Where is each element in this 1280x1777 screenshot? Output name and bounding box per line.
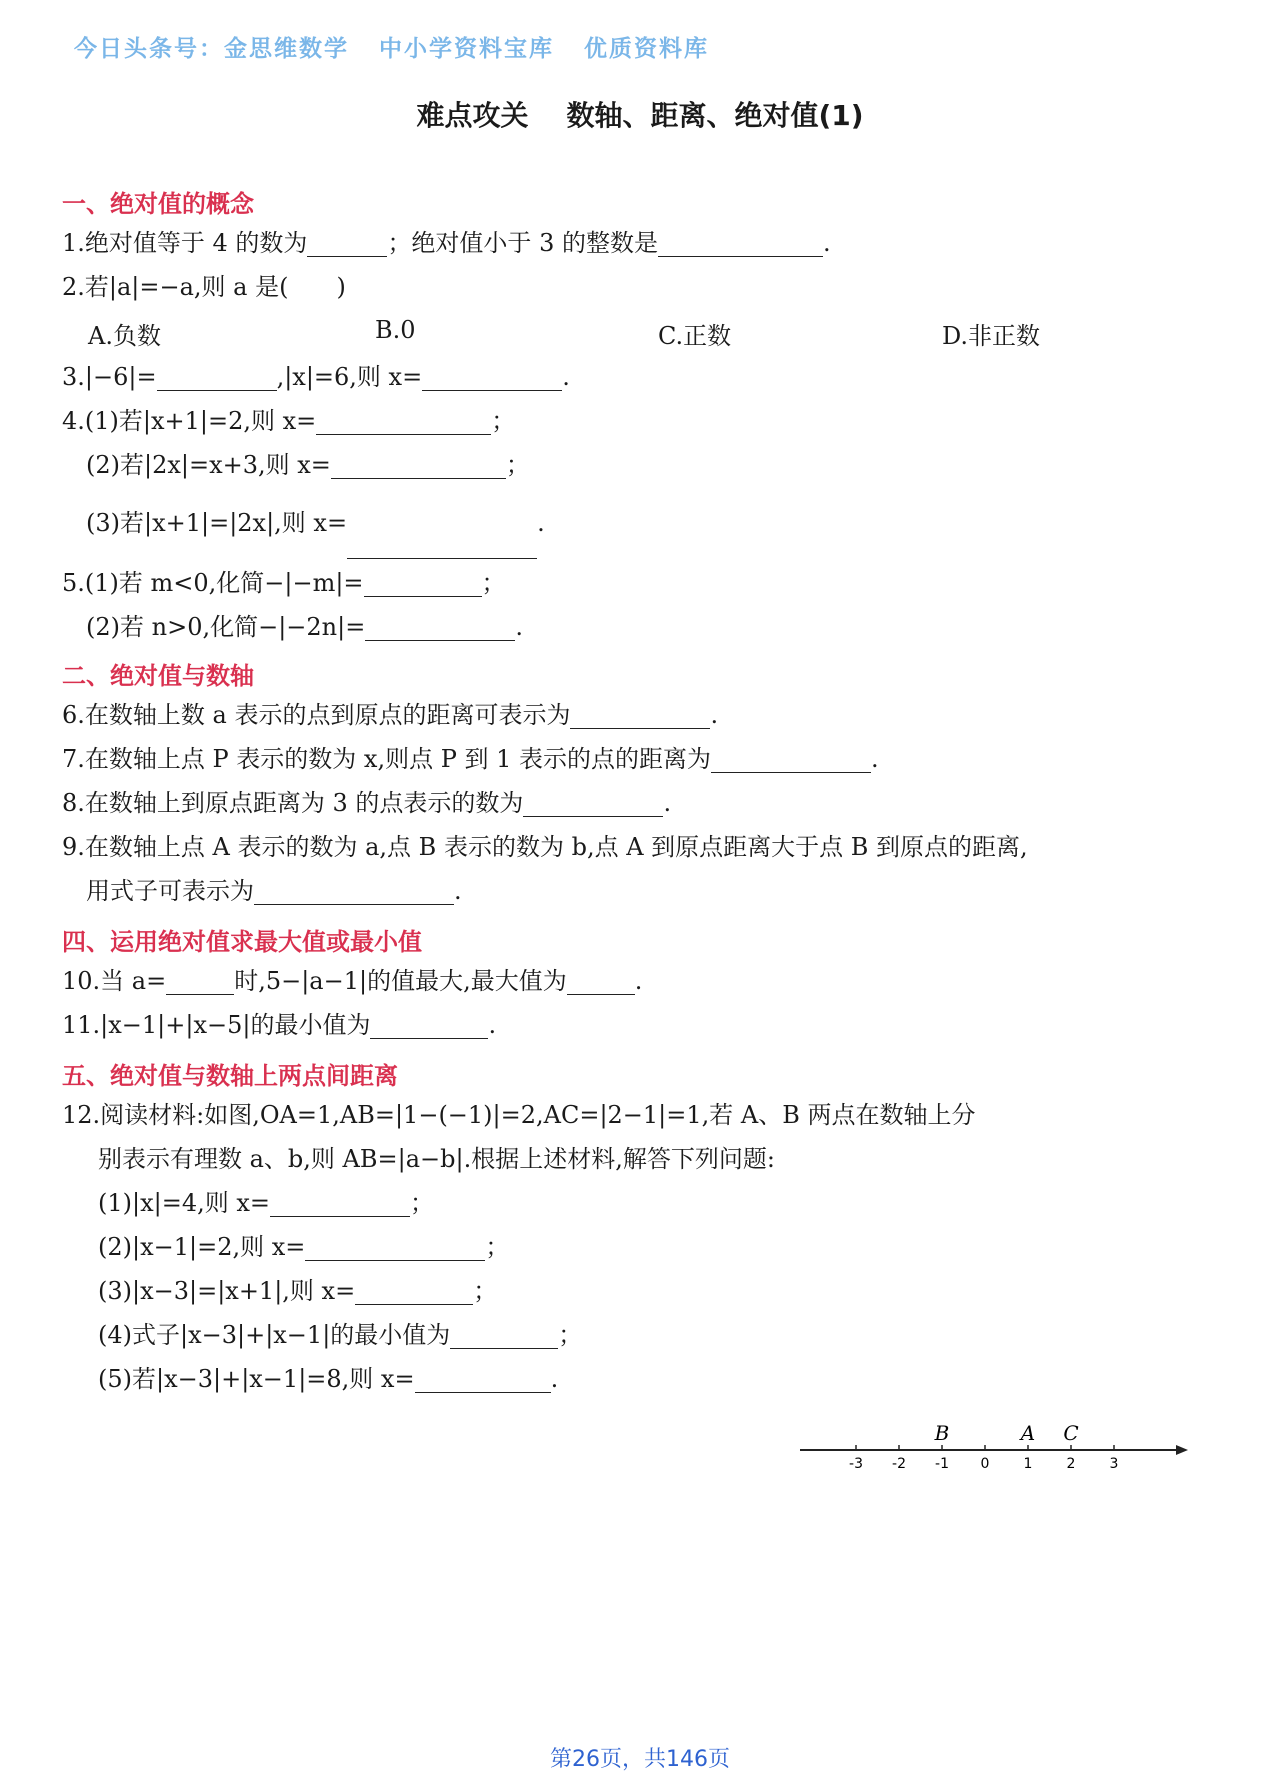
q10-blank-1[interactable] [166, 972, 234, 995]
q5-2-end: . [515, 613, 523, 641]
q1-end: . [822, 229, 831, 257]
q10-end: . [634, 967, 643, 995]
q10-blank-2[interactable] [567, 972, 635, 995]
q1-text-a: 1.绝对值等于 4 的数为 [62, 229, 308, 257]
number-line-figure [795, 1410, 1195, 1480]
q11-end: . [488, 1011, 497, 1039]
q8-end: . [663, 789, 672, 817]
q9-blank[interactable] [254, 882, 454, 905]
q8-text: 8.在数轴上到原点距离为 3 的点表示的数为 [62, 789, 524, 817]
section-heading-5: 五、绝对值与数轴上两点间距离 [62, 1062, 398, 1090]
q12-4-end: ； [558, 1321, 583, 1349]
q5-1-end: ； [481, 569, 506, 597]
number-line-arrow-icon [1176, 1445, 1188, 1455]
q7-blank[interactable] [711, 750, 871, 773]
question-3 [62, 362, 570, 392]
title-left: 难点攻关 [416, 99, 529, 132]
q9-end: . [454, 877, 462, 905]
question-9-line2 [86, 876, 462, 906]
question-12-line2: 别表示有理数 a、b,则 AB=|a−b|.根据上述材料,解答下列问题: [98, 1145, 775, 1173]
q2-option-a: A.负数 [88, 322, 161, 350]
question-4-2 [86, 450, 530, 480]
q4-2-end: ； [505, 451, 530, 479]
section-heading-4: 四、运用绝对值求最大值或最小值 [62, 928, 422, 956]
q4-2-blank[interactable] [331, 456, 506, 479]
watermark-part2: 中小学资料宝库 [379, 36, 555, 62]
q12-1-blank[interactable] [270, 1194, 410, 1217]
q12-5-text: (5)若|x−3|+|x−1|=8,则 x= [98, 1365, 415, 1393]
question-12-2 [98, 1232, 509, 1262]
q5-1-blank[interactable] [364, 574, 482, 597]
q6-blank[interactable] [570, 706, 710, 729]
q4-3-text: (3)若|x+1|=|2x|,则 x= [86, 509, 348, 537]
question-12-5 [98, 1364, 558, 1394]
question-2: 2.若|a|=−a,则 a 是( ) [62, 273, 346, 301]
question-12-line1: 12.阅读材料:如图,OA=1,AB=|1−(−1)|=2,AC=|2−1|=1,若 A、B 两点在数轴上分 [62, 1101, 976, 1129]
number-line-tick-label: 2 [1066, 1456, 1076, 1472]
number-line-point-label: C [1063, 1421, 1079, 1445]
section-heading-2: 二、绝对值与数轴 [62, 662, 254, 690]
q12-2-text: (2)|x−1|=2,则 x= [98, 1233, 306, 1261]
q5-2-text: (2)若 n>0,化简−|−2n|= [86, 613, 366, 641]
section-heading-1: 一、绝对值的概念 [62, 190, 254, 218]
q5-2-blank[interactable] [365, 618, 515, 641]
q1-blank-1[interactable] [307, 234, 387, 257]
q7-text: 7.在数轴上点 P 表示的数为 x,则点 P 到 1 表示的点的距离为 [62, 745, 712, 773]
q11-text: 11.|x−1|+|x−5|的最小值为 [62, 1011, 371, 1039]
watermark-part3: 优质资料库 [584, 36, 710, 62]
q3-text-b: ,|x|=6,则 x= [276, 363, 423, 391]
q12-5-blank[interactable] [415, 1370, 551, 1393]
q12-1-text: (1)|x|=4,则 x= [98, 1189, 270, 1217]
question-1 [62, 228, 831, 258]
q10-text-b: 时,5−|a−1|的值最大,最大值为 [234, 967, 567, 995]
q12-2-blank[interactable] [305, 1238, 485, 1261]
q7-end: . [871, 745, 879, 773]
q4-1-text: 4.(1)若|x+1|=2,则 x= [62, 407, 317, 435]
q12-1-end: ； [409, 1189, 434, 1217]
q11-blank[interactable] [370, 1016, 488, 1039]
number-line-point-label: A [1020, 1421, 1036, 1445]
question-5-2 [86, 612, 523, 642]
q6-end: . [710, 701, 719, 729]
page-footer: 第26页，共146页 [550, 1747, 730, 1772]
q12-3-text: (3)|x−3|=|x+1|,则 x= [98, 1277, 356, 1305]
q4-3-end: . [537, 509, 545, 537]
q3-blank-2[interactable] [422, 368, 562, 391]
q3-blank-1[interactable] [157, 368, 277, 391]
q9-text: 用式子可表示为 [86, 877, 254, 905]
q12-3-blank[interactable] [355, 1282, 473, 1305]
q1-blank-2[interactable] [658, 234, 823, 257]
watermark [74, 30, 729, 63]
number-line-tick-label: 0 [980, 1456, 990, 1472]
question-8 [62, 788, 671, 818]
q12-2-end: ； [485, 1233, 510, 1261]
q12-3-end: ； [473, 1277, 498, 1305]
question-12-1 [98, 1188, 434, 1218]
q8-blank[interactable] [523, 794, 663, 817]
q12-5-end: . [550, 1365, 559, 1393]
number-line-tick-label: -2 [892, 1456, 906, 1472]
question-12-4 [98, 1320, 582, 1350]
q12-4-blank[interactable] [450, 1326, 558, 1349]
q3-text-a: 3.|−6|= [62, 363, 157, 391]
question-10 [62, 966, 642, 996]
q5-1-text: 5.(1)若 m<0,化简−|−m|= [62, 569, 364, 597]
watermark-part1: 今日头条号：金思维数学 [74, 36, 349, 62]
number-line-point-label: B [934, 1421, 950, 1445]
q10-text-a: 10.当 a= [62, 967, 167, 995]
number-line-tick-label: 1 [1023, 1456, 1033, 1472]
question-12-3 [98, 1276, 497, 1306]
question-5-1 [62, 568, 506, 598]
number-line-tick-label: 3 [1109, 1456, 1119, 1472]
question-7 [62, 744, 879, 774]
q4-1-blank[interactable] [316, 412, 491, 435]
q4-2-text: (2)若|2x|=x+3,则 x= [86, 451, 331, 479]
q1-text-b: ；绝对值小于 3 的整数是 [387, 229, 658, 257]
number-line-tick-label: -3 [849, 1456, 863, 1472]
q4-3-blank[interactable] [347, 514, 537, 559]
q6-text: 6.在数轴上数 a 表示的点到原点的距离可表示为 [62, 701, 571, 729]
page-title [0, 94, 1280, 134]
question-6 [62, 700, 718, 730]
question-9-line1: 9.在数轴上点 A 表示的数为 a,点 B 表示的数为 b,点 A 到原点距离大于点 B 到原点的距离, [62, 833, 1028, 861]
title-right: 数轴、距离、绝对值(1) [566, 99, 864, 132]
q12-4-text: (4)式子|x−3|+|x−1|的最小值为 [98, 1321, 451, 1349]
q2-option-b: B.0 [375, 316, 416, 344]
q2-option-d: D.非正数 [942, 322, 1041, 350]
q3-end: . [562, 363, 570, 391]
question-11 [62, 1010, 496, 1040]
q4-1-end: ； [491, 407, 516, 435]
question-4-3 [86, 508, 545, 559]
q2-option-c: C.正数 [658, 322, 732, 350]
question-4-1 [62, 406, 515, 436]
number-line-tick-label: -1 [935, 1456, 949, 1472]
